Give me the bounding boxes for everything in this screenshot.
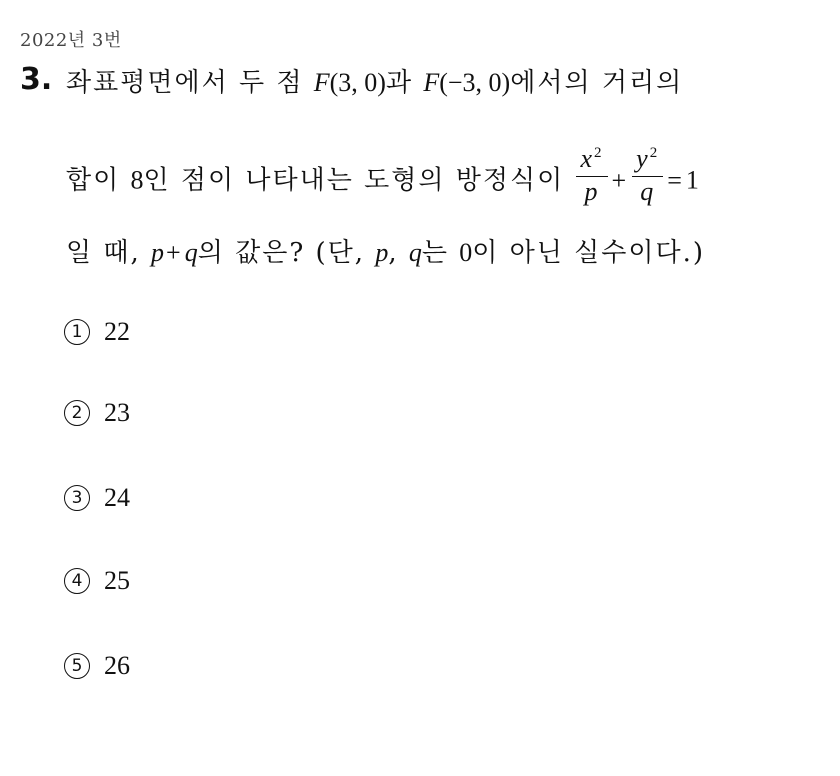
question-line-2: [66, 144, 699, 213]
choice-value: 24: [104, 483, 130, 512]
question-text: 일 때,: [66, 238, 152, 268]
math-point-coords: (−3, 0): [439, 68, 511, 97]
question-text: ,: [388, 238, 409, 268]
answer-choice-4[interactable]: [64, 565, 130, 597]
math-point-coords: (3, 0): [329, 68, 386, 97]
question-text: 에서의 거리의: [510, 68, 684, 98]
question-text: 좌표평면에서 두 점: [66, 68, 314, 98]
problem-source-label: 2022년 3번: [20, 30, 122, 51]
circled-number-4: 4: [64, 568, 90, 594]
choice-value: 22: [104, 317, 130, 346]
choice-value: 25: [104, 566, 130, 595]
answer-choice-2[interactable]: [64, 397, 130, 429]
math-var-q: q: [184, 238, 198, 267]
question-text: 의 값은? (단,: [197, 238, 376, 268]
fraction-y-over-q: [632, 144, 663, 207]
math-var-y: y: [636, 144, 650, 173]
math-var-F: F: [313, 68, 330, 97]
question-line-1: [66, 62, 683, 99]
fraction-denominator: q: [640, 177, 656, 206]
fraction-denominator: p: [584, 177, 600, 206]
exponent: 2: [649, 145, 660, 161]
answer-choice-1[interactable]: [64, 316, 130, 348]
math-var-x: x: [580, 144, 594, 173]
equals-operator: =: [667, 165, 684, 195]
question-line-3: [66, 232, 705, 269]
circled-number-5: 5: [64, 653, 90, 679]
circled-number-2: 2: [64, 400, 90, 426]
answer-choice-5[interactable]: [64, 650, 130, 682]
choice-value: 23: [104, 398, 130, 427]
circled-number-1: 1: [64, 319, 90, 345]
math-number: 0: [459, 238, 473, 267]
math-var-p: p: [375, 238, 389, 267]
answer-choice-3[interactable]: [64, 482, 130, 514]
question-text: 이 아닌 실수이다.): [472, 238, 705, 268]
question-text: 인 점이 나타내는 도형의 방정식이: [143, 165, 575, 196]
math-number: 8: [130, 165, 144, 195]
math-var-q: q: [408, 238, 422, 267]
plus-operator: +: [166, 238, 183, 267]
math-number: 1: [685, 165, 699, 195]
question-text: 합이: [66, 165, 131, 196]
math-var-F: F: [423, 68, 440, 97]
question-text: 는: [421, 238, 460, 268]
plus-operator: +: [611, 165, 629, 195]
circled-number-3: 3: [64, 485, 90, 511]
question-text: 과: [385, 68, 424, 98]
exponent: 2: [594, 145, 604, 161]
math-var-p: p: [151, 238, 165, 267]
fraction-numerator: [576, 144, 607, 177]
question-number: 3.: [20, 62, 53, 97]
fraction-numerator: [632, 144, 663, 177]
fraction-x-over-p: [576, 144, 607, 207]
choice-value: 26: [104, 651, 130, 680]
